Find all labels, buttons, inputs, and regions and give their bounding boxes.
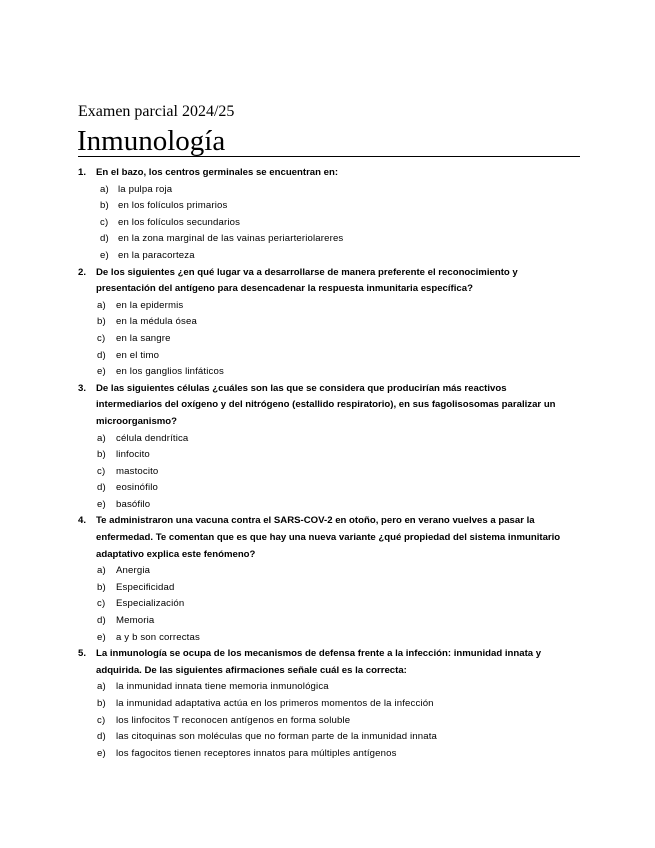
answer-option xyxy=(0,331,655,348)
answer-option xyxy=(0,563,655,580)
option-text: Especificidad xyxy=(116,581,175,593)
option-text: Memoria xyxy=(116,615,155,627)
question-stem xyxy=(0,513,655,563)
answer-option xyxy=(0,464,655,481)
option-text: la pulpa roja xyxy=(118,183,173,195)
question-1 xyxy=(0,165,655,265)
option-text: en los folículos primarios xyxy=(118,200,228,212)
question-text: Te administraron una vacuna contra el SARS-COV-2 en otoño, pero en verano vuelves a pasar la enfermedad. Te comentan que es que hay una nueva variante ¿qué propiedad del sistema inmunitario adaptativo explica este fenómeno? xyxy=(96,515,561,560)
answer-option xyxy=(0,596,655,613)
answer-option xyxy=(0,215,655,232)
answer-option xyxy=(0,298,655,315)
option-letter: e) xyxy=(97,631,106,643)
exam-subtitle: Examen parcial 2024/25 xyxy=(78,103,235,120)
option-text: linfocito xyxy=(116,449,150,461)
question-text: De los siguientes ¿en qué lugar va a desarrollarse de manera preferente el reconocimiento y presentación del antígeno para desencadenar la respuesta inmunitaria específica? xyxy=(96,266,518,295)
option-text: las citoquinas son moléculas que no forman parte de la inmunidad innata xyxy=(116,731,438,743)
question-text: De las siguientes células ¿cuáles son las que se considera que producirían más reactivos intermediarios del oxígeno y del nitrógeno (estallido respiratorio), en sus fagolisosomas paralizar un microorganismo? xyxy=(96,382,556,427)
option-letter: e) xyxy=(100,249,109,261)
option-letter: a) xyxy=(97,432,106,444)
option-letter: c) xyxy=(97,332,106,344)
option-letter: e) xyxy=(97,498,106,510)
question-list xyxy=(0,165,655,762)
option-letter: c) xyxy=(100,216,109,228)
option-text: en el timo xyxy=(116,349,160,361)
option-text: en la sangre xyxy=(116,332,171,344)
question-stem xyxy=(0,646,655,679)
option-text: la inmunidad adaptativa actúa en los primeros momentos de la infección xyxy=(116,698,434,709)
page-title: Inmunología xyxy=(77,125,226,157)
option-text: mastocito xyxy=(116,465,159,477)
option-letter: b) xyxy=(97,698,106,709)
answer-option xyxy=(0,248,655,265)
answer-option xyxy=(0,713,655,730)
question-2 xyxy=(0,265,655,381)
option-text: los fagocitos tienen receptores innatos para múltiples antígenos xyxy=(116,747,397,759)
option-text: en la médula ósea xyxy=(116,316,197,328)
question-stem xyxy=(0,165,655,182)
answer-option xyxy=(0,613,655,630)
option-letter: a) xyxy=(97,299,106,311)
question-stem xyxy=(0,265,655,298)
option-letter: a) xyxy=(97,565,106,577)
answer-option xyxy=(0,497,655,514)
option-text: la inmunidad innata tiene memoria inmunológica xyxy=(116,681,329,693)
question-number: 5. xyxy=(78,648,87,660)
answer-option xyxy=(0,679,655,696)
answer-option xyxy=(0,696,655,713)
option-letter: e) xyxy=(97,747,106,759)
answer-option xyxy=(0,182,655,199)
option-letter: b) xyxy=(97,449,106,461)
option-letter: a) xyxy=(100,183,109,195)
answer-option xyxy=(0,348,655,365)
option-letter: b) xyxy=(97,316,106,328)
option-letter: c) xyxy=(97,598,106,610)
option-letter: d) xyxy=(97,731,106,743)
option-letter: b) xyxy=(97,581,106,593)
option-text: Anergia xyxy=(116,565,151,577)
answer-option xyxy=(0,198,655,215)
option-letter: c) xyxy=(97,465,106,477)
answer-option xyxy=(0,746,655,763)
option-letter: e) xyxy=(97,366,106,378)
question-number: 1. xyxy=(78,167,87,178)
option-letter: a) xyxy=(97,681,106,693)
question-number: 3. xyxy=(78,382,87,394)
answer-option xyxy=(0,447,655,464)
question-4 xyxy=(0,513,655,646)
answer-option xyxy=(0,231,655,248)
question-number: 4. xyxy=(78,515,87,527)
option-text: eosinófilo xyxy=(116,482,159,494)
option-letter: b) xyxy=(100,200,109,212)
answer-option xyxy=(0,580,655,597)
answer-option xyxy=(0,480,655,497)
question-text: En el bazo, los centros germinales se encuentran en: xyxy=(96,167,339,178)
option-text: en los ganglios linfáticos xyxy=(116,366,224,378)
option-text: en la epidermis xyxy=(116,299,184,311)
question-text: La inmunología se ocupa de los mecanismos de defensa frente a la infección: inmunidad innata y adquirida. De las siguientes afirmaciones señale cuál es la correcta: xyxy=(96,648,542,676)
answer-option xyxy=(0,729,655,746)
option-text: Especialización xyxy=(116,598,185,610)
option-letter: d) xyxy=(100,233,109,245)
title-divider xyxy=(78,156,580,157)
question-5 xyxy=(0,646,655,762)
option-text: a y b son correctas xyxy=(116,631,200,643)
option-text: en los folículos secundarios xyxy=(118,216,241,228)
question-number: 2. xyxy=(78,266,87,278)
answer-option xyxy=(0,364,655,381)
option-text: basófilo xyxy=(116,498,151,510)
question-stem xyxy=(0,381,655,431)
option-letter: d) xyxy=(97,615,106,627)
option-text: los linfocitos T reconocen antígenos en forma soluble xyxy=(116,714,351,726)
option-letter: c) xyxy=(97,714,106,726)
option-letter: d) xyxy=(97,349,106,361)
answer-option xyxy=(0,431,655,448)
option-text: en la paracorteza xyxy=(118,249,195,261)
question-3 xyxy=(0,381,655,514)
answer-option xyxy=(0,630,655,647)
option-letter: d) xyxy=(97,482,106,494)
answer-option xyxy=(0,314,655,331)
option-text: célula dendrítica xyxy=(116,432,189,444)
option-text: en la zona marginal de las vainas periarteriolareres xyxy=(118,233,344,245)
